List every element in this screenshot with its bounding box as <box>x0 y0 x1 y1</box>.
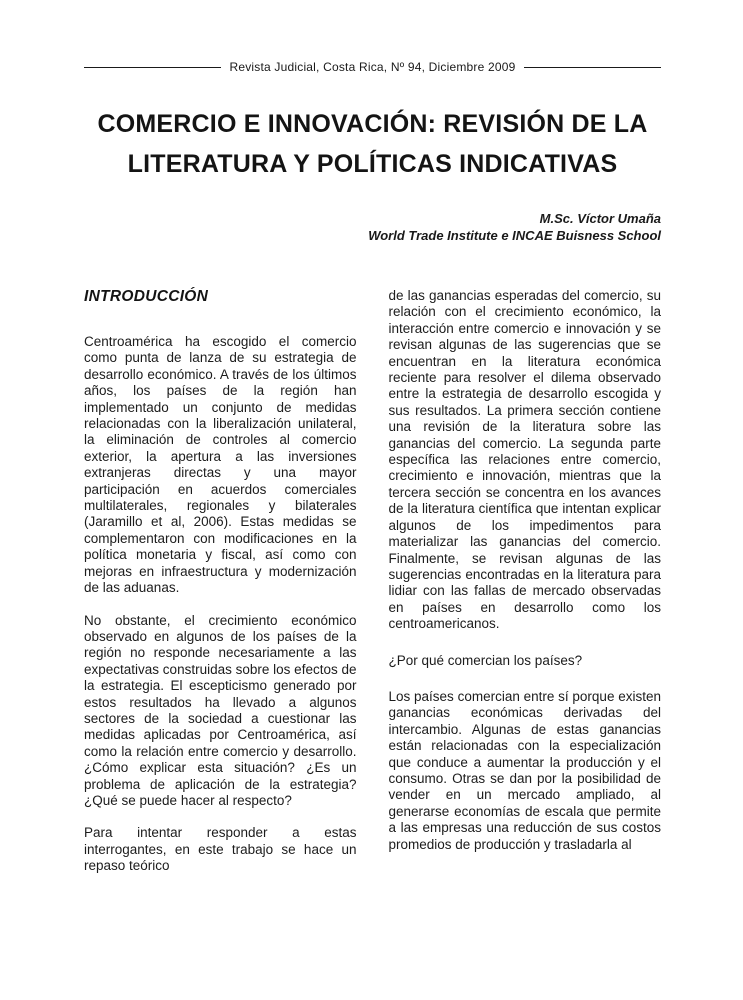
body-paragraph: No obstante, el crecimiento económico observado en algunos de los países de la región no responde necesariamente a las expectativas construidas sobre los efectos de la estrategia. El escepticismo generado por estos resultados ha llevado a algunos sectores de la sociedad a cuestionar las medidas aplicadas por Centroamérica, así como la relación entre comercio y desarrollo. ¿Cómo explicar esta situación? ¿Es un problema de aplicación de la estrategia? ¿Qué se puede hacer al respecto? <box>84 612 357 808</box>
right-column <box>389 288 662 875</box>
body-paragraph-continuation: de las ganancias esperadas del comercio, su relación con el crecimiento económico, la interacción entre comercio e innovación y se revisan algunas de las sugerencias que se encuentran en la literatura económica reciente para resolver el dilema observado entre la estrategia de desarrollo escogida y sus resultados. La primera sección contiene una revisión de la literatura sobre las ganancias del comercio. La segunda parte específica las relaciones entre comercio, crecimiento e innovación, mientras que la tercera sección se concentra en los avances de la literatura científica que intentan explicar algunos de los impedimentos para materializar las ganancias del comercio. Finalmente, se revisan algunas de las sugerencias encontradas en la literatura para lidiar con las fallas de mercado observadas en países en desarrollo como los centroamericanos. <box>388 288 661 632</box>
article-body <box>84 288 661 875</box>
header-rule-right <box>524 67 661 68</box>
body-paragraph: Para intentar responder a estas interrogantes, en este trabajo se hace un repaso teórico <box>84 825 357 874</box>
left-column <box>84 288 357 875</box>
section-heading: INTRODUCCIÓN <box>84 288 209 305</box>
body-paragraph: Centroamérica ha escogido el comercio como punta de lanza de su estrategia de desarrollo económico. A través de los últimos años, los países de la región han implementado un conjunto de medidas relacionadas con la liberalización unilateral, la eliminación de controles al comercio exterior, la apertura a las inversiones extranjeras directas y una mayor participación en acuerdos comerciales multilaterales, regionales y bilaterales (Jaramillo et al, 2006). Estas medidas se complementaron con modificaciones en la política monetaria y fiscal, así como con mejoras en infraestructura y modernización de las aduanas. <box>84 334 357 596</box>
author-block <box>84 210 661 244</box>
journal-header <box>84 60 661 74</box>
header-rule-left <box>84 67 221 68</box>
author-name: M.Sc. Víctor Umaña <box>539 211 661 226</box>
body-paragraph: Los países comercian entre sí porque existen ganancias económicas derivadas del intercambio. Algunas de estas ganancias están relacionadas con la especialización que conduce a aumentar la producción y el consumo. Otras se dan por la posibilidad de vender en un mercado ampliado, al generarse economías de escala que permite a las empresas una reducción de sus costos promedios de producción y trasladarla al <box>388 688 661 852</box>
journal-line: Revista Judicial, Costa Rica, Nº 94, Diciembre 2009 <box>229 60 516 74</box>
article-title: COMERCIO E INNOVACIÓN: REVISIÓN DE LA LITERATURA Y POLÍTICAS INDICATIVAS <box>97 110 648 178</box>
author-affiliation: World Trade Institute e INCAE Buisness School <box>368 228 661 243</box>
subsection-question: ¿Por qué comercian los países? <box>388 652 583 668</box>
